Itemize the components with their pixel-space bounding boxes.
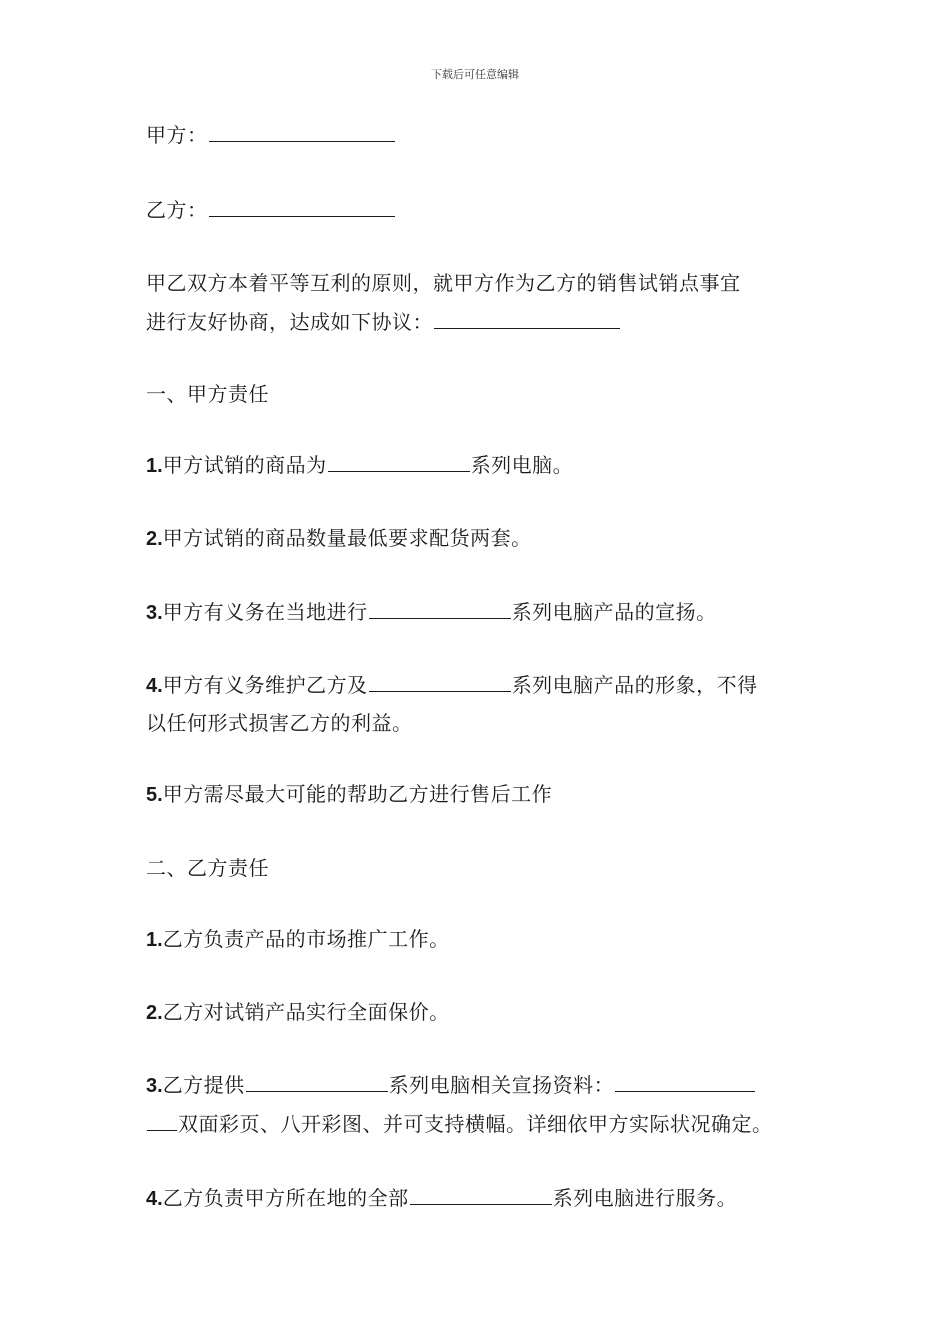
party-a-line bbox=[146, 117, 396, 154]
intro-line-2 bbox=[146, 304, 621, 341]
item-text: 甲方试销的商品数量最低要求配货两套。 bbox=[162, 526, 532, 550]
item-number: 1. bbox=[146, 455, 163, 477]
section-a-item-4-line-2: 以任何形式损害乙方的利益。 bbox=[146, 711, 413, 735]
section-a-item-4 bbox=[146, 667, 758, 705]
party-b-line bbox=[146, 192, 396, 229]
section-a-item-5 bbox=[146, 776, 552, 814]
item-blank bbox=[369, 600, 511, 619]
item-text: 乙方提供 bbox=[162, 1073, 245, 1097]
item-text: 甲方需尽最大可能的帮助乙方进行售后工作 bbox=[162, 782, 553, 806]
intro-line-2-text: 进行友好协商，达成如下协议： bbox=[146, 310, 433, 334]
item-text: 系列电脑产品的形象，不得 bbox=[511, 673, 758, 697]
item-text: 乙方负责甲方所在地的全部 bbox=[162, 1186, 409, 1210]
intro-line-1: 甲乙双方本着平等互利的原则，就甲方作为乙方的销售试销点事宜 bbox=[146, 271, 741, 295]
section-b-item-4 bbox=[146, 1180, 737, 1218]
section-a-item-3 bbox=[146, 594, 717, 632]
item-number: 5. bbox=[146, 784, 163, 806]
item-blank bbox=[147, 1112, 177, 1131]
item-number: 2. bbox=[146, 528, 163, 550]
item-text: 甲方有义务维护乙方及 bbox=[162, 673, 368, 697]
party-a-label: 甲方： bbox=[146, 123, 208, 147]
item-blank bbox=[246, 1073, 388, 1092]
item-text: 乙方对试销产品实行全面保价。 bbox=[162, 1000, 450, 1024]
section-a-title: 一、甲方责任 bbox=[146, 382, 269, 406]
item-blank bbox=[328, 453, 470, 472]
section-b-item-2 bbox=[146, 994, 450, 1032]
section-b-title: 二、乙方责任 bbox=[146, 856, 269, 880]
party-a-blank bbox=[209, 123, 395, 142]
item-number: 3. bbox=[146, 1075, 163, 1097]
section-b-item-1 bbox=[146, 921, 450, 959]
item-number: 3. bbox=[146, 602, 163, 624]
section-a-item-1 bbox=[146, 447, 573, 485]
item-text: 系列电脑。 bbox=[470, 453, 574, 477]
party-b-blank bbox=[209, 198, 395, 217]
item-text: 甲方有义务在当地进行 bbox=[162, 600, 368, 624]
item-number: 2. bbox=[146, 1002, 163, 1024]
item-text: 乙方负责产品的市场推广工作。 bbox=[162, 927, 450, 951]
item-blank bbox=[615, 1073, 755, 1092]
party-b-label: 乙方： bbox=[146, 198, 208, 222]
item-number: 4. bbox=[146, 1188, 163, 1210]
page-header-note: 下载后可任意编辑 bbox=[431, 68, 519, 81]
item-text: 系列电脑产品的宣扬。 bbox=[511, 600, 717, 624]
item-blank bbox=[369, 673, 511, 692]
item-number: 1. bbox=[146, 929, 163, 951]
intro-blank bbox=[434, 310, 620, 329]
section-a-item-2 bbox=[146, 520, 532, 558]
item-text: 系列电脑相关宣扬资料： bbox=[388, 1073, 615, 1097]
section-b-item-3-line-2 bbox=[146, 1106, 773, 1143]
item-text: 甲方试销的商品为 bbox=[162, 453, 327, 477]
section-b-item-3 bbox=[146, 1067, 756, 1105]
item-text: 双面彩页、八开彩图、并可支持横幅。详细依甲方实际状况确定。 bbox=[178, 1112, 773, 1136]
item-blank bbox=[410, 1186, 552, 1205]
item-number: 4. bbox=[146, 675, 163, 697]
item-text: 系列电脑进行服务。 bbox=[552, 1186, 738, 1210]
